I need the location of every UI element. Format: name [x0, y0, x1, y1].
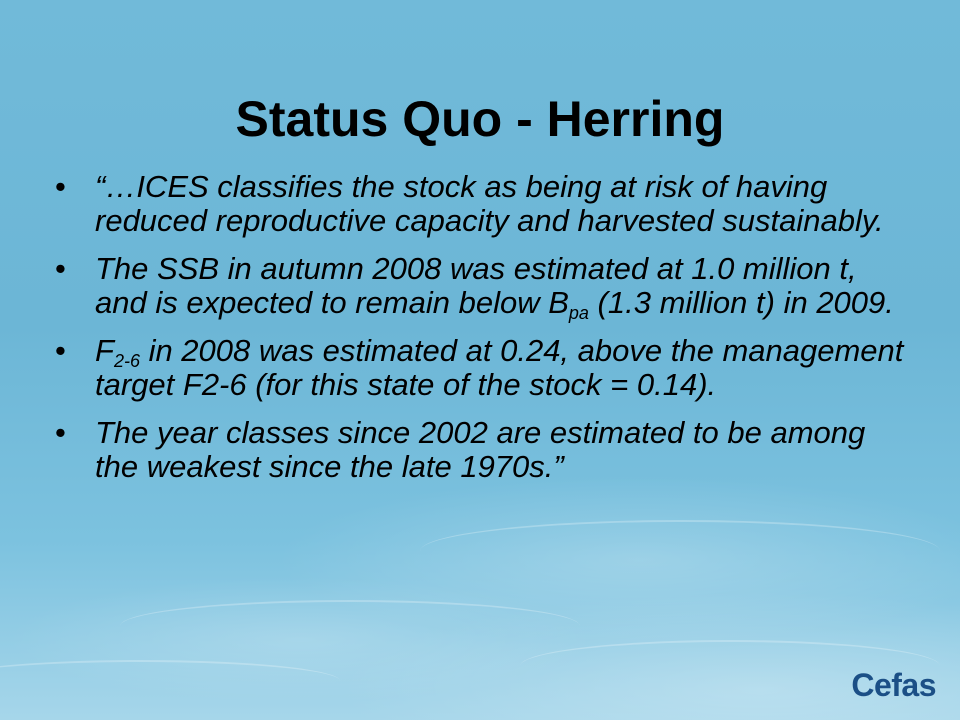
water-ripple [0, 660, 340, 702]
bullet-text: F [95, 333, 114, 368]
bullet-item-year-classes [55, 416, 915, 484]
bullet-item-ices-classification [55, 170, 915, 238]
bullet-icon: • [55, 169, 66, 204]
bullet-text: “…ICES classifies the stock as being at risk of having reduced reproductive capacity and harvested sustainably. [95, 169, 884, 238]
bullet-item-ssb-estimate [55, 251, 915, 323]
water-ripple [420, 520, 940, 582]
bpa-subscript: pa [568, 303, 589, 323]
f-subscript: 2-6 [113, 351, 140, 371]
bullet-text-continued: (1.3 million t) in 2009. [588, 285, 894, 320]
bullet-icon: • [55, 333, 66, 368]
bullet-item-fishing-mortality [55, 334, 915, 402]
water-ripple [120, 600, 580, 652]
slide-title: Status Quo - Herring [235, 90, 725, 147]
bullet-text-continued: in 2008 was estimated at 0.24, above the management target F2-6 (for this state of the stock = 0.14). [95, 333, 904, 402]
bullet-list [55, 170, 915, 498]
bullet-text: The SSB in autumn 2008 was estimated at 1.0 million t, and is expected to remain below B [95, 251, 857, 320]
cefas-logo: Cefas [851, 667, 936, 703]
bullet-icon: • [55, 415, 66, 450]
bullet-text: The year classes since 2002 are estimated to be among the weakest since the late 1970s.” [95, 415, 866, 484]
bullet-icon: • [55, 251, 66, 286]
